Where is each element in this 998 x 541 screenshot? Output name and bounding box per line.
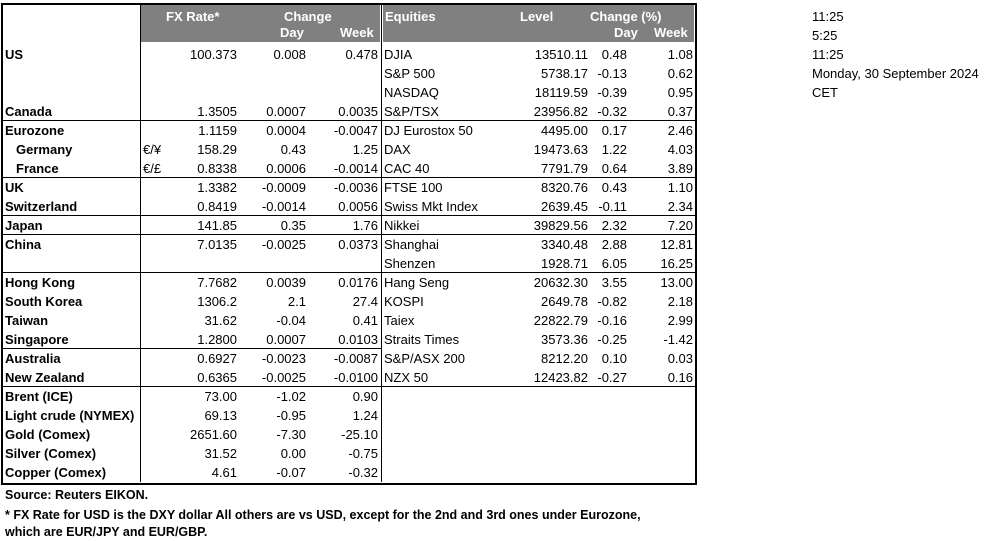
footnote-line1: * FX Rate for USD is the DXY dollar All others are vs USD, except for the 2nd and 3rd ones under Eurozone,	[5, 508, 641, 522]
cell-note: €/£	[143, 161, 162, 176]
table-row	[0, 121, 696, 140]
cell-fx: 31.52	[204, 446, 237, 461]
table-row	[0, 235, 696, 254]
cell-eq-day: -0.39	[597, 85, 627, 100]
cell-eq: DJ Eurostox 50	[384, 123, 473, 138]
cell-eq: DJIA	[384, 47, 413, 62]
cell-eq-day: -0.27	[597, 370, 627, 385]
fx-day-header: Day	[280, 25, 304, 40]
cell-fx-week: -0.0047	[333, 123, 378, 138]
cell-eq-day: 3.55	[601, 275, 627, 290]
cell-region: Silver (Comex)	[5, 446, 97, 461]
cell-fx-day: 0.35	[280, 218, 306, 233]
cell-fx-week: 0.90	[352, 389, 378, 404]
source-note: Source: Reuters EIKON.	[5, 488, 149, 502]
cell-fx-day: -0.0014	[261, 199, 306, 214]
cell-region: UK	[5, 180, 24, 195]
table-row	[0, 64, 696, 83]
cell-level: 13510.11	[534, 47, 588, 62]
row-divider	[1, 386, 696, 387]
cell-eq: S&P/TSX	[384, 104, 439, 119]
table-row	[0, 140, 696, 159]
row-divider	[1, 348, 382, 349]
cell-level: 19473.63	[533, 142, 588, 157]
cell-fx-week: -0.0014	[333, 161, 378, 176]
cell-fx-week: 0.0176	[338, 275, 378, 290]
timestamp-line: 11:25	[812, 47, 844, 62]
cell-fx-day: 0.0007	[266, 104, 306, 119]
cell-eq-week: 3.89	[667, 161, 693, 176]
table-row	[0, 83, 696, 102]
cell-eq: FTSE 100	[384, 180, 443, 195]
cell-eq-day: 2.88	[601, 237, 627, 252]
cell-region: Singapore	[5, 332, 69, 347]
cell-fx: 69.13	[204, 408, 237, 423]
cell-eq-day: 0.17	[601, 123, 627, 138]
table-row	[0, 311, 696, 330]
cell-fx: 1.3505	[197, 104, 237, 119]
cell-region: Copper (Comex)	[5, 465, 107, 480]
cell-fx-day: 0.0006	[266, 161, 306, 176]
cell-fx-week: 0.0373	[338, 237, 378, 252]
cell-fx: 141.85	[197, 218, 237, 233]
change-pct-header: Change (%)	[590, 9, 662, 24]
cell-fx: 31.62	[204, 313, 237, 328]
cell-fx: 158.29	[197, 142, 237, 157]
cell-fx-day: 0.0039	[266, 275, 306, 290]
cell-eq: CAC 40	[384, 161, 430, 176]
table-row	[0, 425, 696, 444]
table-row	[0, 45, 696, 64]
fx-rate-header: FX Rate*	[166, 9, 220, 24]
cell-region: Canada	[5, 104, 52, 119]
cell-eq: Nikkei	[384, 218, 420, 233]
row-divider	[1, 215, 696, 216]
cell-eq-day: 1.22	[601, 142, 627, 157]
cell-level: 5738.17	[541, 66, 588, 81]
cell-fx-week: 0.0056	[338, 199, 378, 214]
cell-level: 18119.59	[534, 85, 588, 100]
table-row	[0, 273, 696, 292]
cell-fx-week: 1.25	[352, 142, 378, 157]
cell-fx-week: 0.0103	[338, 332, 378, 347]
cell-fx-day: -0.07	[276, 465, 306, 480]
cell-level: 3340.48	[541, 237, 588, 252]
cell-fx: 7.7682	[197, 275, 237, 290]
table-row	[0, 463, 696, 482]
cell-eq-week: 7.20	[667, 218, 693, 233]
cell-eq-week: 2.18	[667, 294, 693, 309]
cell-fx-week: -0.0100	[333, 370, 378, 385]
cell-eq: Straits Times	[384, 332, 460, 347]
table-row	[0, 330, 696, 349]
row-divider	[1, 120, 696, 121]
cell-eq-week: 0.62	[667, 66, 693, 81]
cell-eq-day: 0.10	[601, 351, 627, 366]
cell-eq: KOSPI	[384, 294, 424, 309]
cell-region: Switzerland	[5, 199, 78, 214]
timestamp-line: 5:25	[812, 28, 838, 43]
cell-fx-week: -0.75	[348, 446, 378, 461]
cell-level: 3573.36	[541, 332, 588, 347]
table-row	[0, 159, 696, 178]
cell-level: 1928.71	[541, 256, 588, 271]
cell-fx: 4.61	[211, 465, 237, 480]
cell-level: 7791.79	[541, 161, 588, 176]
cell-eq-week: 2.99	[667, 313, 693, 328]
cell-region: US	[5, 47, 24, 62]
cell-eq-week: 12.81	[660, 237, 693, 252]
equities-header: Equities	[385, 9, 436, 24]
cell-level: 4495.00	[541, 123, 588, 138]
row-divider	[1, 234, 696, 235]
cell-eq: Taiex	[384, 313, 415, 328]
cell-region: South Korea	[5, 294, 83, 309]
table-row	[0, 406, 696, 425]
cell-fx: 0.8419	[197, 199, 237, 214]
cell-region: Taiwan	[5, 313, 49, 328]
cell-fx-week: -0.0087	[333, 351, 378, 366]
cell-fx-day: 0.0007	[266, 332, 306, 347]
cell-eq: DAX	[384, 142, 411, 157]
cell-level: 12423.82	[533, 370, 588, 385]
cell-eq-day: 0.48	[601, 47, 627, 62]
timestamp-line: Monday, 30 September 2024	[812, 66, 979, 81]
table-row	[0, 368, 696, 387]
cell-eq-day: -0.32	[597, 104, 627, 119]
cell-eq: Shenzen	[384, 256, 436, 271]
table-row	[0, 444, 696, 463]
cell-fx-day: 0.43	[280, 142, 306, 157]
cell-eq-week: 2.46	[667, 123, 693, 138]
cell-eq-week: 0.95	[667, 85, 693, 100]
cell-eq: NASDAQ	[384, 85, 439, 100]
cell-eq-day: -0.13	[597, 66, 627, 81]
cell-fx: 2651.60	[190, 427, 237, 442]
cell-region: Eurozone	[5, 123, 65, 138]
row-divider	[1, 272, 696, 273]
cell-eq-day: -0.25	[597, 332, 627, 347]
cell-fx-day: 0.00	[280, 446, 306, 461]
eq-week-header: Week	[654, 25, 688, 40]
cell-level: 8212.20	[541, 351, 588, 366]
table-row	[0, 102, 696, 121]
cell-eq-week: 1.08	[667, 47, 693, 62]
cell-region: Gold (Comex)	[5, 427, 91, 442]
cell-fx-day: -0.0009	[261, 180, 306, 195]
cell-eq-week: 16.25	[660, 256, 693, 271]
level-header: Level	[520, 9, 554, 24]
fx-week-header: Week	[340, 25, 374, 40]
cell-level: 39829.56	[533, 218, 588, 233]
cell-fx-day: 0.0004	[266, 123, 306, 138]
footnote-line2: which are EUR/JPY and EUR/GBP.	[5, 525, 208, 539]
cell-fx: 100.373	[190, 47, 237, 62]
cell-fx-day: 0.008	[273, 47, 306, 62]
cell-fx: 1.2800	[197, 332, 237, 347]
cell-eq-week: 13.00	[660, 275, 693, 290]
cell-region: Light crude (NYMEX)	[5, 408, 135, 423]
cell-fx: 0.8338	[197, 161, 237, 176]
cell-fx-week: 1.24	[352, 408, 378, 423]
cell-fx-day: -0.0025	[261, 237, 306, 252]
cell-eq-day: 0.43	[601, 180, 627, 195]
cell-level: 23956.82	[533, 104, 588, 119]
table-row	[0, 349, 696, 368]
cell-note: €/¥	[143, 142, 162, 157]
table-row	[0, 387, 696, 406]
cell-eq: S&P 500	[384, 66, 436, 81]
cell-level: 2639.45	[541, 199, 588, 214]
row-divider	[1, 177, 696, 178]
cell-region: Germany	[16, 142, 73, 157]
cell-eq: Shanghai	[384, 237, 439, 252]
cell-fx-week: 0.0035	[338, 104, 378, 119]
table-row	[0, 216, 696, 235]
cell-fx-week: -25.10	[341, 427, 378, 442]
cell-region: France	[16, 161, 59, 176]
cell-eq-day: -0.82	[597, 294, 627, 309]
cell-eq-day: -0.16	[597, 313, 627, 328]
cell-fx: 73.00	[204, 389, 237, 404]
cell-eq: Hang Seng	[384, 275, 450, 290]
cell-fx: 0.6927	[197, 351, 237, 366]
cell-fx-day: -0.95	[276, 408, 306, 423]
cell-eq-day: 0.64	[601, 161, 627, 176]
cell-level: 22822.79	[533, 313, 588, 328]
cell-fx-week: 1.76	[352, 218, 378, 233]
cell-region: Japan	[5, 218, 43, 233]
cell-fx-day: -0.0025	[261, 370, 306, 385]
cell-eq-week: -1.42	[663, 332, 693, 347]
cell-eq: S&P/ASX 200	[384, 351, 465, 366]
cell-fx-week: -0.0036	[333, 180, 378, 195]
cell-eq: Swiss Mkt Index	[384, 199, 478, 214]
cell-fx-week: 0.41	[352, 313, 378, 328]
cell-region: Brent (ICE)	[5, 389, 73, 404]
cell-eq-week: 0.37	[667, 104, 693, 119]
cell-region: New Zealand	[5, 370, 85, 385]
cell-level: 2649.78	[541, 294, 588, 309]
cell-fx-week: 27.4	[352, 294, 378, 309]
cell-region: Hong Kong	[5, 275, 76, 290]
cell-fx: 0.6365	[197, 370, 237, 385]
cell-eq-week: 1.10	[667, 180, 693, 195]
timestamp-line: CET	[812, 85, 838, 100]
cell-region: China	[5, 237, 42, 252]
table-row	[0, 254, 696, 273]
table-row	[0, 197, 696, 216]
cell-fx-day: 2.1	[287, 294, 306, 309]
cell-fx: 1.1159	[198, 123, 237, 138]
table-row	[0, 178, 696, 197]
cell-fx-week: 0.478	[345, 47, 378, 62]
cell-fx: 7.0135	[197, 237, 237, 252]
change-header: Change	[284, 9, 332, 24]
cell-eq-week: 0.16	[667, 370, 693, 385]
cell-fx: 1306.2	[197, 294, 237, 309]
cell-eq-day: -0.11	[598, 199, 627, 214]
cell-eq-week: 4.03	[667, 142, 693, 157]
cell-fx-day: -0.04	[276, 313, 306, 328]
cell-eq-week: 0.03	[667, 351, 693, 366]
cell-fx-day: -1.02	[276, 389, 306, 404]
cell-region: Australia	[5, 351, 61, 366]
cell-fx: 1.3382	[197, 180, 237, 195]
timestamp-line: 11:25	[812, 9, 844, 24]
table-row	[0, 292, 696, 311]
cell-fx-week: -0.32	[348, 465, 378, 480]
table-header	[140, 5, 694, 42]
cell-eq: NZX 50	[384, 370, 429, 385]
eq-day-header: Day	[614, 25, 638, 40]
cell-fx-day: -7.30	[276, 427, 306, 442]
cell-fx-day: -0.0023	[261, 351, 306, 366]
cell-eq-week: 2.34	[667, 199, 693, 214]
cell-level: 20632.30	[533, 275, 588, 290]
cell-eq-day: 6.05	[601, 256, 627, 271]
cell-eq-day: 2.32	[601, 218, 627, 233]
cell-level: 8320.76	[541, 180, 588, 195]
